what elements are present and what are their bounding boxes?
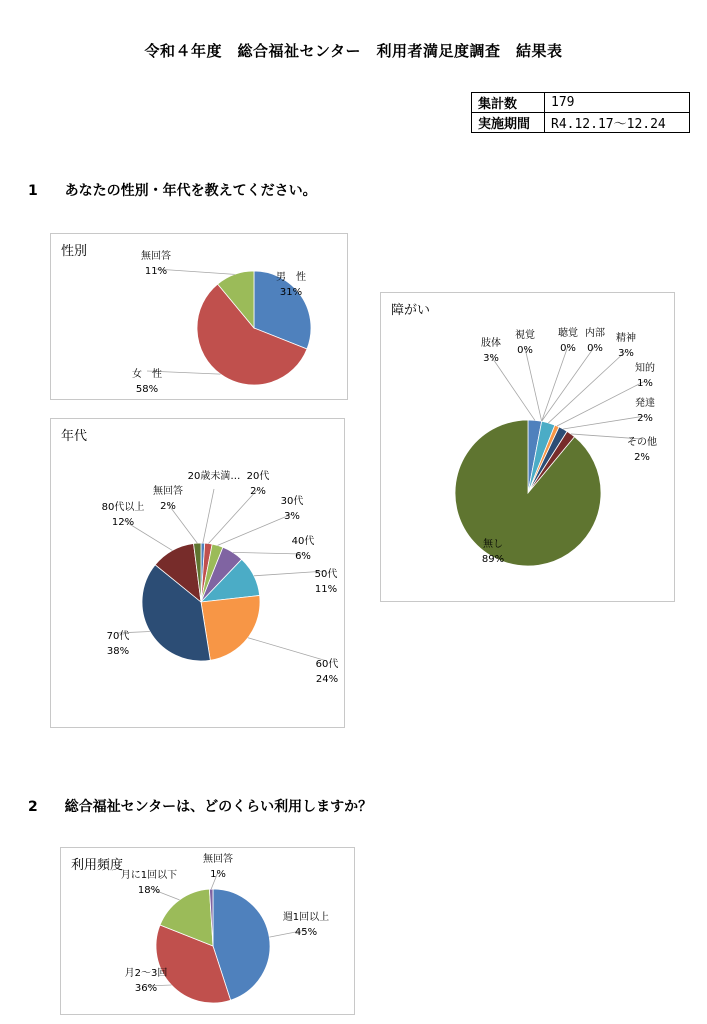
leader-line <box>542 346 568 421</box>
slice-percent: 24% <box>315 674 339 685</box>
chart-frequency-title: 利用頻度 <box>71 858 124 873</box>
leader-line <box>548 351 626 423</box>
period-value: R4.12.17〜12.24 <box>545 113 690 133</box>
pie-slice <box>455 420 601 566</box>
page-title: 令和４年度 総合福祉センター 利用者満足度調査 結果表 <box>144 42 563 60</box>
chart-disability-title: 障がい <box>391 303 431 318</box>
slice-label: 女 性 <box>132 369 162 380</box>
slice-label: 男 性 <box>276 272 306 283</box>
slice-percent: 38% <box>106 646 130 657</box>
period-label: 実施期間 <box>472 113 545 133</box>
leader-line <box>248 638 327 661</box>
slice-label: 50代 <box>314 569 338 580</box>
slice-label: 20歳未満… <box>187 471 241 482</box>
leader-line <box>233 552 303 554</box>
question-2-text: 総合福祉センターは、どのくらい利用しますか？ <box>64 799 373 815</box>
slice-percent: 6% <box>295 551 311 562</box>
slice-percent: 11% <box>144 266 168 277</box>
chart-age <box>50 418 345 728</box>
leader-line <box>218 514 292 545</box>
chart-age-title: 年代 <box>61 429 88 444</box>
slice-percent: 89% <box>481 554 505 565</box>
slice-label: 精神 <box>616 333 636 344</box>
slice-label: 40代 <box>291 536 315 547</box>
leader-line <box>208 489 258 543</box>
slice-percent: 2% <box>634 452 650 463</box>
leader-line <box>557 381 645 426</box>
summary-row-count <box>472 93 690 113</box>
slice-label: 無回答 <box>153 486 183 497</box>
slice-percent: 2% <box>250 486 266 497</box>
slice-percent: 11% <box>314 584 338 595</box>
leader-line <box>563 416 645 429</box>
chart-gender-svg <box>51 234 347 399</box>
question-1-number: 1 <box>28 183 38 199</box>
slice-label: 内部 <box>585 328 605 339</box>
chart-disability <box>380 292 675 602</box>
slice-percent: 0% <box>517 345 533 356</box>
pie-slice <box>201 595 260 660</box>
summary-table <box>471 92 690 133</box>
slice-percent: 18% <box>137 885 161 896</box>
chart-gender-title: 性別 <box>61 244 88 259</box>
slice-percent: 1% <box>637 378 653 389</box>
question-2 <box>28 796 372 816</box>
slice-percent: 58% <box>135 384 159 395</box>
slice-percent: 36% <box>134 983 158 994</box>
slice-label: 月2〜3回 <box>124 968 168 979</box>
slice-percent: 3% <box>618 348 634 359</box>
slice-label: 聴覚 <box>558 328 578 339</box>
slice-label: 視覚 <box>515 330 535 341</box>
slice-percent: 0% <box>560 343 576 354</box>
slice-label: 知的 <box>635 363 655 374</box>
question-2-number: 2 <box>28 799 38 815</box>
slice-percent: 3% <box>284 511 300 522</box>
summary-row-period <box>472 113 690 133</box>
slice-label: 無回答 <box>141 251 171 262</box>
slice-label: 80代以上 <box>101 502 145 513</box>
leader-line <box>203 489 214 543</box>
slice-percent: 1% <box>210 869 226 880</box>
slice-percent: 31% <box>279 287 303 298</box>
slice-label: 肢体 <box>481 338 501 349</box>
leader-line <box>542 346 595 421</box>
slice-label: 発達 <box>635 398 655 409</box>
slice-label: 30代 <box>280 496 304 507</box>
question-1 <box>28 180 317 200</box>
slice-percent: 3% <box>483 353 499 364</box>
slice-percent: 0% <box>587 343 603 354</box>
slice-label: 週1回以上 <box>282 912 330 923</box>
leader-line <box>525 348 542 421</box>
slice-label: 月に1回以下 <box>120 870 178 881</box>
chart-gender <box>50 233 348 400</box>
slice-label: その他 <box>627 437 657 448</box>
slice-label: 無し <box>483 539 503 550</box>
question-1-text: あなたの性別・年代を教えてください。 <box>64 183 317 199</box>
slice-label: 20代 <box>246 471 270 482</box>
slice-percent: 12% <box>111 517 135 528</box>
count-label: 集計数 <box>472 93 545 113</box>
count-value: 179 <box>545 93 690 113</box>
chart-age-svg <box>51 419 344 727</box>
leader-line <box>491 356 535 420</box>
leader-line <box>156 269 235 274</box>
chart-frequency-svg <box>61 848 354 1014</box>
chart-disability-svg <box>381 293 674 601</box>
slice-percent: 2% <box>637 413 653 424</box>
slice-percent: 45% <box>294 927 318 938</box>
slice-percent: 2% <box>160 501 176 512</box>
chart-frequency <box>60 847 355 1015</box>
slice-label: 60代 <box>315 659 339 670</box>
slice-label: 無回答 <box>203 854 233 865</box>
slice-label: 70代 <box>106 631 130 642</box>
